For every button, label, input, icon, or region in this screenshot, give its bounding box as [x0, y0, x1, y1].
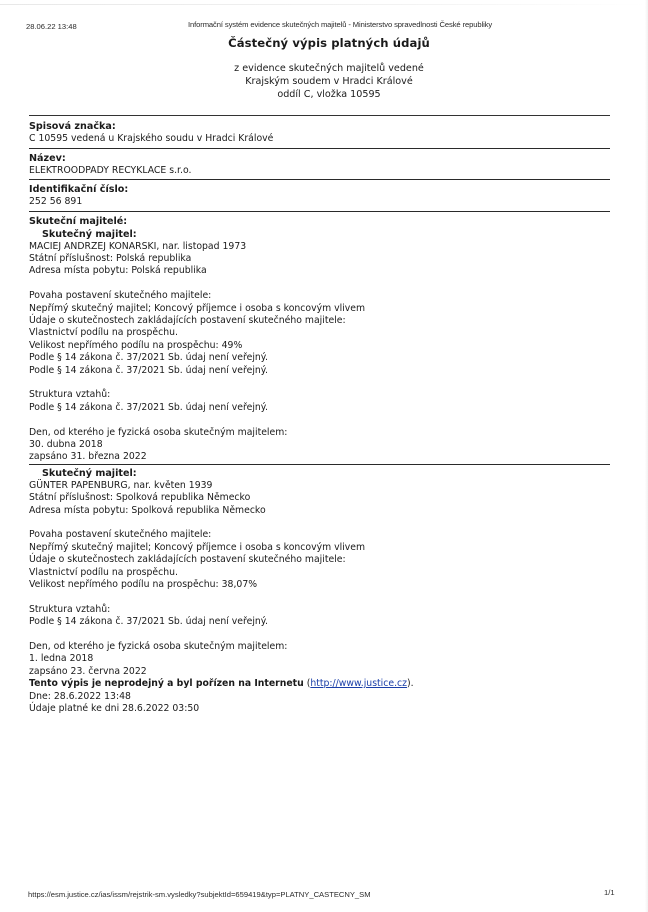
- since-heading: Den, od kterého je fyzická osoba skutečným majitelem:: [29, 426, 288, 438]
- divider: [29, 115, 610, 116]
- position-heading: Povaha postavení skutečného majitele:: [29, 290, 212, 302]
- owner-block: [29, 228, 610, 464]
- facts-value: Vlastnictví podílu na prospěchu.: [29, 327, 178, 339]
- structure-heading: Struktura vztahů:: [29, 603, 111, 615]
- print-page-number: 1/1: [604, 888, 615, 897]
- document-body: [29, 117, 610, 715]
- since-date: 1. ledna 2018: [29, 653, 94, 665]
- position-value: Nepřímý skutečný majitel; Koncový příjemce i osoba s koncovým vlivem: [29, 302, 366, 314]
- document-title: Částečný výpis platných údajů: [228, 36, 430, 50]
- print-datetime: 28.06.22 13:48: [26, 22, 77, 31]
- structure-value: Podle § 14 zákona č. 37/2021 Sb. údaj není veřejný.: [29, 401, 268, 413]
- owner-block: [29, 465, 610, 678]
- owner-name: GÜNTER PAPENBURG, nar. květen 1939: [29, 479, 213, 491]
- facts-heading: Údaje o skutečnostech zakládajících postavení skutečného majitele:: [29, 554, 346, 566]
- owner-citizenship: Státní příslušnost: Spolková republika Německo: [29, 492, 251, 504]
- since-date: 30. dubna 2018: [29, 438, 103, 450]
- owner-residence: Adresa místa pobytu: Polská republika: [29, 265, 207, 277]
- scan-top-edge: [0, 4, 648, 5]
- notice-paren-close: ).: [407, 678, 414, 690]
- position-heading: Povaha postavení skutečného majitele:: [29, 529, 212, 541]
- field-label: Spisová značka:: [29, 121, 116, 132]
- subtitle-line: Krajským soudem v Hradci Králové: [245, 76, 413, 87]
- owners-section-label: Skuteční majitelé:: [29, 215, 128, 227]
- owner-residence: Adresa místa pobytu: Spolková republika Německo: [29, 504, 266, 516]
- print-system-name: Informační systém evidence skutečných majitelů - Ministerstvo spravedlnosti České republiky: [188, 20, 493, 29]
- since-heading: Den, od kterého je fyzická osoba skutečným majitelem:: [29, 641, 288, 652]
- non-public-note: Podle § 14 zákona č. 37/2021 Sb. údaj není veřejný.: [29, 364, 268, 376]
- owner-label: Skutečný majitel:: [42, 228, 137, 240]
- share-value: Velikost nepřímého podílu na prospěchu: 49%: [29, 339, 243, 351]
- facts-heading: Údaje o skutečnostech zakládajících postavení skutečného majitele:: [29, 314, 346, 326]
- non-public-note: Podle § 14 zákona č. 37/2021 Sb. údaj není veřejný.: [29, 352, 268, 364]
- field-name: [29, 149, 610, 180]
- subtitle-line: oddíl C, vložka 10595: [277, 89, 381, 100]
- notice-paren-open: (: [303, 678, 311, 690]
- facts-value: Vlastnictví podílu na prospěchu.: [29, 566, 178, 578]
- closing-notice: [29, 678, 610, 690]
- field-id-number: [29, 180, 610, 211]
- field-value: 252 56 891: [29, 196, 83, 207]
- structure-heading: Struktura vztahů:: [29, 389, 111, 401]
- position-value: Nepřímý skutečný majitel; Koncový příjemce i osoba s koncovým vlivem: [29, 541, 366, 553]
- owner-label: Skutečný majitel:: [42, 467, 137, 479]
- subtitle-line: z evidence skutečných majitelů vedené: [234, 63, 424, 74]
- owner-name: MACIEJ ANDRZEJ KONARSKI, nar. listopad 1973: [29, 240, 247, 252]
- notice-text: Tento výpis je neprodejný a byl pořízen na Internetu: [29, 678, 304, 690]
- share-value: Velikost nepřímého podílu na prospěchu: 38,07%: [29, 579, 258, 590]
- structure-value: Podle § 14 zákona č. 37/2021 Sb. údaj není veřejný.: [29, 616, 268, 628]
- closing-valid-date: Údaje platné ke dni 28.6.2022 03:50: [29, 703, 200, 715]
- print-footer-url: https://esm.justice.cz/ias/issm/rejstrik-sm.vysledky?subjektId=659419&typ=PLATNY_CASTECNY_SM: [28, 890, 371, 899]
- field-value: C 10595 vedená u Krajského soudu v Hradci Králové: [29, 133, 274, 144]
- field-file-number: [29, 117, 610, 148]
- field-label: Název:: [29, 152, 66, 164]
- recorded-date: zapsáno 31. března 2022: [29, 451, 147, 463]
- field-label: Identifikační číslo:: [29, 184, 129, 195]
- document-subtitle: [0, 62, 648, 101]
- owner-citizenship: Státní příslušnost: Polská republika: [29, 252, 192, 264]
- closing-date: Dne: 28.6.2022 13:48: [29, 690, 131, 702]
- field-value: ELEKTROODPADY RECYKLACE s.r.o.: [29, 164, 192, 176]
- justice-link[interactable]: http://www.justice.cz: [310, 678, 408, 690]
- recorded-date: zapsáno 23. června 2022: [29, 665, 147, 677]
- print-header: [0, 20, 648, 34]
